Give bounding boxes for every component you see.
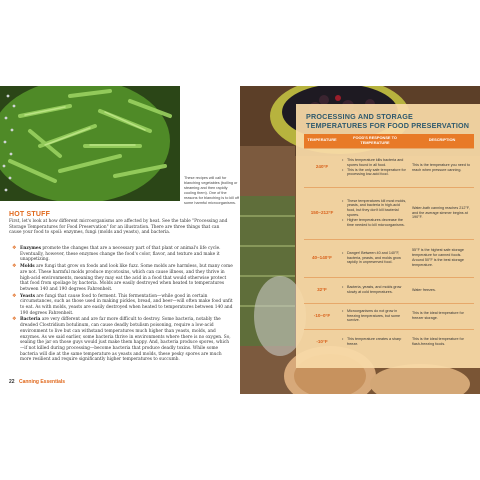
list-item	[9, 317, 233, 363]
bullet-icon: ❖	[12, 245, 17, 251]
page-number: 22	[9, 379, 15, 385]
page-footer	[9, 379, 65, 385]
response-cell	[340, 148, 410, 187]
response-item: • Danger! Between 40 and 140°F, bacteria, yeasts, and molds grow rapidly in unpreserved food.	[342, 251, 408, 265]
intro-text: First, let's look at how different microorganisms are affected by heat. See the table "Processing and Storage Temperatures for Food Preservation" for an illustration. There are three things that can cause your food to spoil: enzymes, fungi (molds and yeasts), and bacteria.	[9, 219, 228, 236]
description-cell: This is the ideal temperature for flash-freezing foods.	[410, 329, 474, 355]
description-cell: Water-bath canning reaches 212°F, and the average simmer begins at 190°F.	[410, 187, 474, 239]
response-item: • Bacteria, yeasts, and molds grow slowly at cold temperatures.	[342, 285, 408, 295]
description-cell: Water freezes.	[410, 277, 474, 303]
intro-paragraph	[9, 219, 233, 237]
description-cell: This is the ideal temperature for freezer storage.	[410, 303, 474, 329]
microorganism-list	[9, 246, 233, 364]
temperature-cell: -10°F	[304, 329, 340, 355]
bullet-icon: ❖	[12, 292, 17, 299]
bullet-term: Molds	[20, 264, 35, 270]
temperature-table-panel	[296, 104, 480, 368]
list-item	[9, 264, 233, 293]
temperature-cell: 240°F	[304, 148, 340, 187]
temperature-table	[304, 134, 474, 355]
temperature-cell: 150–212°F	[304, 187, 340, 239]
temperature-cell: 32°F	[304, 277, 340, 303]
response-cell	[340, 277, 410, 303]
section-heading: HOT STUFF	[9, 211, 51, 218]
response-item: • This is the only safe temperature for processing low-acid food.	[342, 168, 408, 178]
response-cell	[340, 187, 410, 239]
table-row	[304, 239, 474, 277]
bullet-term: Bacteria	[20, 317, 41, 323]
table-row	[304, 187, 474, 239]
response-item: • Microorganisms do not grow in freezing temperatures, but some survive.	[342, 309, 408, 323]
photo-caption: These recipes will call for blanching vegetables (boiling or steaming and then rapidly cooling them). One of the reasons for blanching is to kill off some harmful microorganisms.	[184, 176, 240, 205]
description-cell: This is the temperature you need to reach when pressure canning.	[410, 148, 474, 187]
temperature-cell: 40–140°F	[304, 239, 340, 277]
list-item	[9, 294, 233, 317]
response-cell	[340, 303, 410, 329]
bullet-text: are very different and are far more difficult to destroy. Some bacteria, notably the dreaded Clostridium botulinum, can cause deadly botulism poisoning, require a low-acid environment to live but can withstand temperatures much higher than yeasts, molds, and enzymes. As we said earlier, some bacteria thrive in environments where there is no oxygen. So, sealing the jar on those guys would just make them happy. And, bacteria produce spores, which—if not killed during processing—become bacteria that produce deadly toxins. While some bacteria will die at the same temperature as yeasts and molds, these pesky spores are much more resilient and require significantly higher temperatures to succumb.	[20, 317, 231, 363]
table-row	[304, 303, 474, 329]
bullet-icon: ❖	[12, 316, 17, 323]
column-header: DESCRIPTION	[410, 134, 474, 148]
response-item: • This temperature creates a sharp freeze.	[342, 337, 408, 347]
response-item: • These temperatures kill most molds, yeasts, and bacteria in high-acid food, but they don't kill bacterial spores.	[342, 199, 408, 218]
response-item: • This temperature kills bacteria and spores found in all food.	[342, 158, 408, 168]
table-row	[304, 277, 474, 303]
running-head: Canning Essentials	[18, 379, 66, 385]
temperature-cell: -10–0°F	[304, 303, 340, 329]
bullet-text: are fungi that grow on foods and look like fuzz. Some molds are harmless, but many come are not. These harmful molds produce mycotoxins, which can cause illness, and they thrive in high-acid environments, meaning they may eat the acid in a food that would otherwise protect that food from spoilage by bacteria. Molds are easily destroyed when heated to temperatures between 140 and 190 degrees Fahrenheit.	[20, 264, 233, 292]
bullet-icon: ❖	[12, 263, 17, 270]
description-cell: 55°F is the highest safe storage temperature for canned foods. Around 50°F is the best storage temperature.	[410, 239, 474, 277]
response-cell	[340, 329, 410, 355]
table-header-row	[304, 134, 474, 148]
response-item: • Higher temperatures decrease the time needed to kill microorganisms.	[342, 218, 408, 228]
column-header: FOOD'S RESPONSE TO TEMPERATURE	[340, 134, 410, 148]
response-cell	[340, 239, 410, 277]
bullet-text: are fungi that cause food to ferment. This fermentation—while good in certain circumstances, such as those used in making pickles, bread, and beer—will often make food unfit to eat. As with molds, yeasts are easily destroyed when heated to temperatures between 140 and 190 degrees Fahrenheit.	[20, 293, 233, 316]
bullet-term: Enzymes	[20, 246, 42, 251]
bullet-text: promote the changes that are a necessary part of that plant or animal's life cycle. Eventually, however, these enzymes change the food's color, flavor, and texture and make it unappetizing.	[20, 246, 221, 263]
bullet-term: Yeasts	[20, 293, 36, 299]
table-row	[304, 329, 474, 355]
column-header: TEMPERATURE	[304, 134, 340, 148]
table-row	[304, 148, 474, 187]
table-title: PROCESSING AND STORAGE TEMPERATURES FOR FOOD PRESERVATION	[306, 112, 470, 130]
list-item	[9, 246, 233, 263]
green-beans-photo	[0, 86, 180, 201]
